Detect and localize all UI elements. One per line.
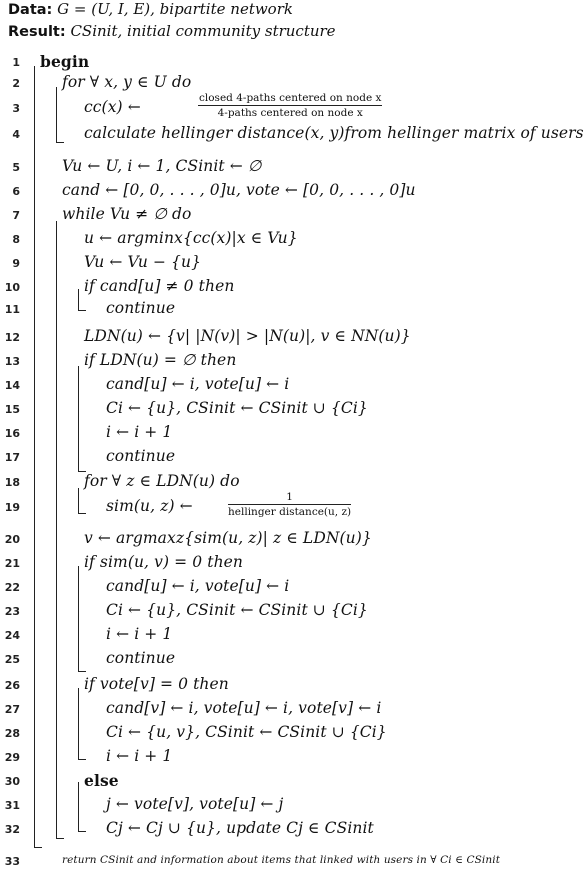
line-number: 3 <box>12 102 20 115</box>
algorithm-data-header <box>8 0 539 18</box>
algorithm-line: cand ← [0, 0, . . . , 0]u, vote ← [0, 0, . . . , 0]u <box>62 181 416 199</box>
algorithm-line: Cj ← Cj ∪ {u}, update Cj ∈ CSinit <box>106 819 374 837</box>
algorithm-line: calculate hellinger distance(x, y)from hellinger matrix of users <box>84 124 584 142</box>
scope-end-if-sim-zero <box>78 671 86 672</box>
line-number: 20 <box>4 533 20 546</box>
scope-line-if-cand <box>78 289 79 311</box>
line-number: 7 <box>12 209 20 222</box>
line-number: 32 <box>4 823 20 836</box>
line-number: 12 <box>4 331 20 344</box>
line-number: 28 <box>4 727 20 740</box>
scope-line-while <box>56 221 57 839</box>
scope-line-if-vote-zero <box>78 688 79 760</box>
scope-end-if-cand <box>78 310 86 311</box>
line-number: 11 <box>4 303 20 316</box>
fraction <box>198 92 382 119</box>
algorithm-line: j ← vote[v], vote[u] ← j <box>106 795 284 813</box>
scope-end-while <box>56 838 64 839</box>
line-number: 5 <box>12 161 20 174</box>
data-description: G = (U, I, E), bipartite network <box>57 0 293 18</box>
fraction-numerator: closed 4-paths centered on node x <box>199 92 382 104</box>
scope-end-for-ldn <box>78 513 86 514</box>
algorithm-line: Vu ← U, i ← 1, CSinit ← ∅ <box>62 157 262 175</box>
scope-line-if-sim-zero <box>78 566 79 672</box>
line-number: 25 <box>4 653 20 666</box>
algorithm-line: continue <box>106 299 176 317</box>
line-number: 24 <box>4 629 20 642</box>
line-number: 29 <box>4 751 20 764</box>
algorithm-line: i ← i + 1 <box>106 423 173 441</box>
scope-end-else <box>78 831 86 832</box>
line-number: 23 <box>4 605 20 618</box>
line-number: 21 <box>4 557 20 570</box>
line-number: 9 <box>12 257 20 270</box>
algorithm-line: else <box>84 771 119 790</box>
line-number: 19 <box>4 501 20 514</box>
line-number: 13 <box>4 355 20 368</box>
algorithm-line: cand[v] ← i, vote[u] ← i, vote[v] ← i <box>106 699 382 717</box>
line-number: 26 <box>4 679 20 692</box>
scope-end-if-vote-zero <box>78 759 86 760</box>
line-number: 30 <box>4 775 20 788</box>
algorithm-line: cand[u] ← i, vote[u] ← i <box>106 577 290 595</box>
algorithm-line: continue <box>106 447 176 465</box>
algorithm-line: cc(x) ← <box>84 98 141 116</box>
data-keyword: Data: <box>8 2 53 18</box>
scope-line-for-users <box>56 87 57 143</box>
scope-end-begin <box>34 847 42 848</box>
algorithm-line: if cand[u] ≠ 0 then <box>84 277 235 295</box>
result-description: CSinit, initial community structure <box>70 22 336 40</box>
fraction-denominator: 4-paths centered on node x <box>217 107 363 119</box>
line-number: 15 <box>4 403 20 416</box>
line-number: 8 <box>12 233 20 246</box>
algorithm-line: if vote[v] = 0 then <box>84 675 229 693</box>
scope-line-else <box>78 782 79 832</box>
fraction-numerator: 1 <box>228 491 351 505</box>
algorithm-line: Vu ← Vu − {u} <box>84 253 202 271</box>
line-number: 14 <box>4 379 20 392</box>
algorithm-line: if sim(u, v) = 0 then <box>84 553 244 571</box>
algorithm-line: begin <box>40 52 90 71</box>
line-number: 17 <box>4 451 20 464</box>
algorithm-line: for ∀ x, y ∈ U do <box>62 73 192 91</box>
fraction <box>228 491 351 518</box>
algorithm-line: LDN(u) ← {v| |N(v)| > |N(u)|, v ∈ NN(u)} <box>84 327 411 345</box>
line-number: 22 <box>4 581 20 594</box>
line-number: 31 <box>4 799 20 812</box>
algorithm-line: Ci ← {u, v}, CSinit ← CSinit ∪ {Ci} <box>106 723 387 741</box>
algorithm-line: return CSinit and information about items that linked with users in ∀ Ci ∈ CSinit <box>62 854 501 866</box>
algorithm-result-header <box>8 22 539 40</box>
algorithm-line: continue <box>106 649 176 667</box>
line-number: 4 <box>12 128 20 141</box>
algorithm-line: i ← i + 1 <box>106 747 173 765</box>
algorithm-line: i ← i + 1 <box>106 625 173 643</box>
scope-line-if-ldn-empty <box>78 366 79 472</box>
algorithm-line: for ∀ z ∈ LDN(u) do <box>84 472 240 490</box>
algorithm-line: Ci ← {u}, CSinit ← CSinit ∪ {Ci} <box>106 399 368 417</box>
algorithm-line: cand[u] ← i, vote[u] ← i <box>106 375 290 393</box>
line-number: 27 <box>4 703 20 716</box>
algorithm-line: if LDN(u) = ∅ then <box>84 351 237 369</box>
scope-end-if-ldn-empty <box>78 471 86 472</box>
fraction-denominator: hellinger distance(u, z) <box>228 506 352 518</box>
line-number: 33 <box>4 855 20 868</box>
algorithm-line: Ci ← {u}, CSinit ← CSinit ∪ {Ci} <box>106 601 368 619</box>
scope-end-for-users <box>56 142 64 143</box>
algorithm-line: u ← argminx{cc(x)|x ∈ Vu} <box>84 229 298 247</box>
algorithm-line: v ← argmaxz{sim(u, z)| z ∈ LDN(u)} <box>84 529 372 547</box>
line-number: 2 <box>12 77 20 90</box>
scope-line-begin <box>34 66 35 848</box>
scope-line-for-ldn <box>78 488 79 514</box>
result-keyword: Result: <box>8 24 66 40</box>
algorithm-line: while Vu ≠ ∅ do <box>62 205 192 223</box>
line-number: 18 <box>4 476 20 489</box>
line-number: 16 <box>4 427 20 440</box>
line-number: 1 <box>12 56 20 69</box>
line-number: 6 <box>12 185 20 198</box>
algorithm-line: sim(u, z) ← <box>106 497 193 515</box>
line-number: 10 <box>4 281 20 294</box>
